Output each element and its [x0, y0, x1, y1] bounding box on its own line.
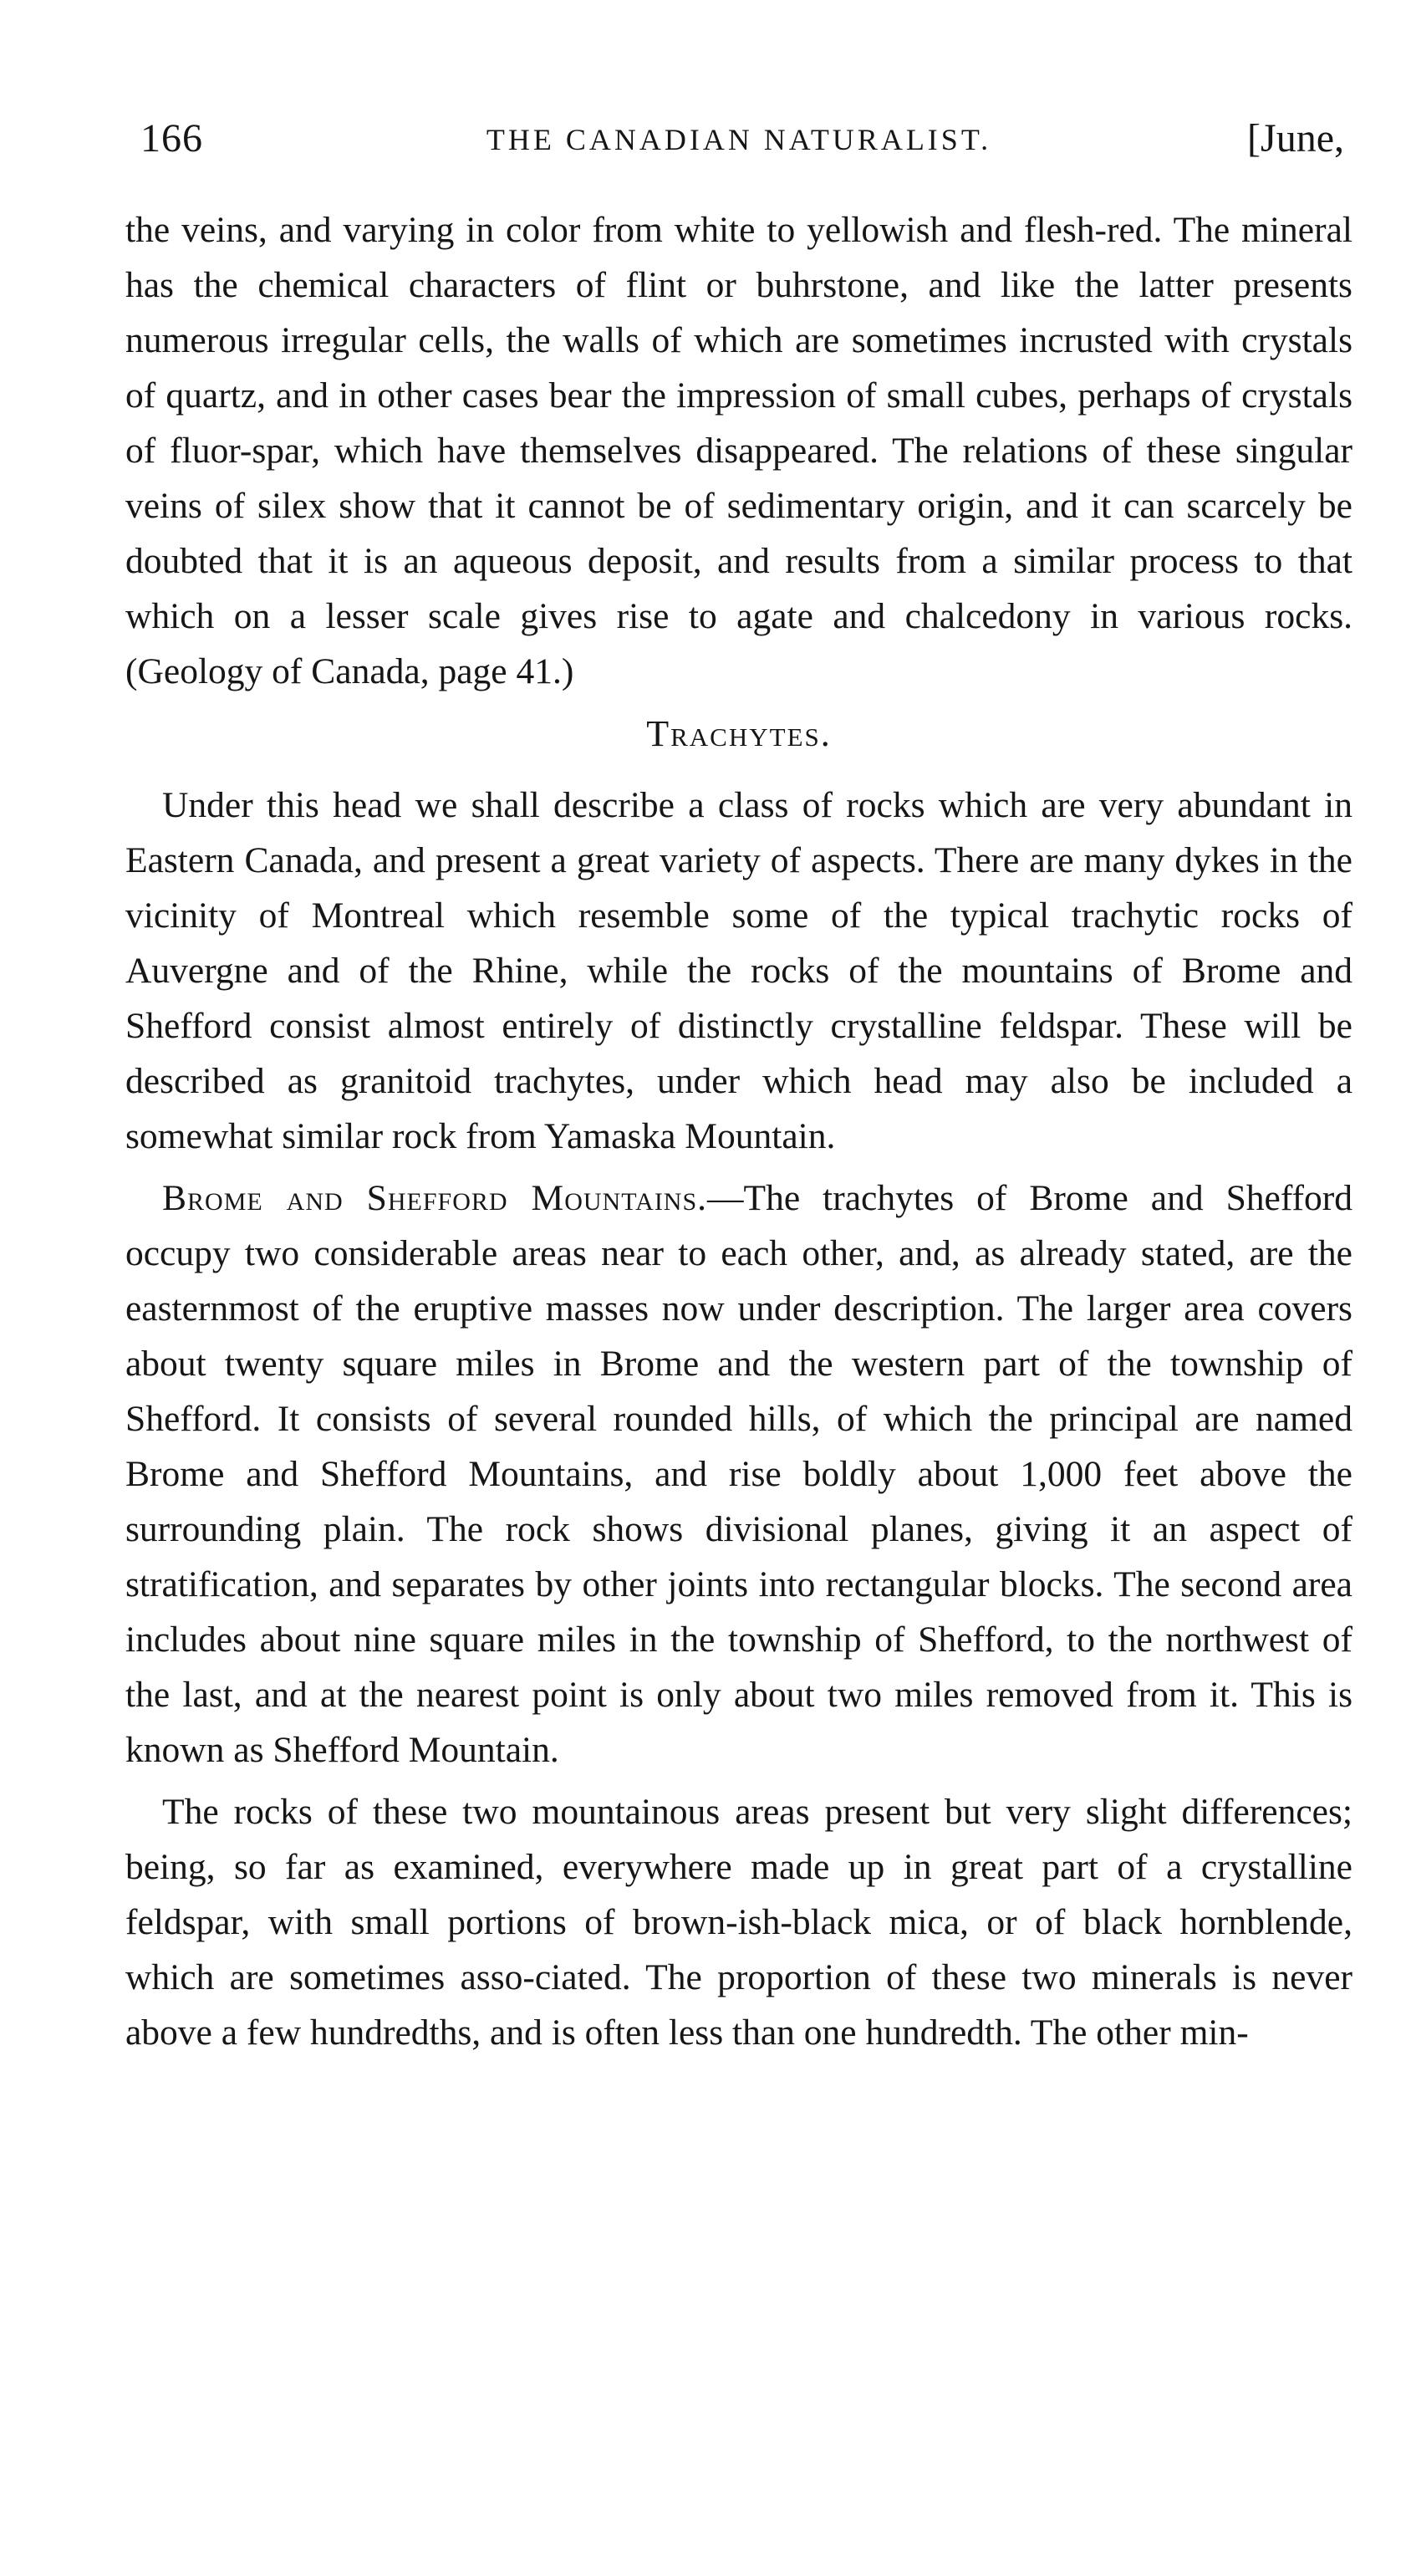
paragraph-brome-shefford: [125, 1171, 1352, 1778]
page-number: 166: [140, 116, 203, 161]
page: [125, 115, 1352, 2060]
issue-month: [June,: [1247, 116, 1344, 161]
paragraph-trachytes-intro: Under this head we shall describe a class of rocks which are very abundant in Eastern Canada, and present a great variety of aspects. There are many dykes in the vicinity of Montreal which resemble some of the typical trachytic rocks of Auvergne and of the Rhine, while the rocks of the mountains of Brome and Shefford consist almost entirely of distinctly crystalline feldspar. These will be described as granitoid trachytes, under which head may also be included a somewhat similar rock from Yamaska Mountain.: [125, 785, 1352, 1156]
paragraph-lead-in: Brome and Shefford Mountains.: [162, 1178, 708, 1218]
journal-title: THE CANADIAN NATURALIST.: [486, 123, 992, 156]
paragraph-continued: the veins, and varying in color from white to yellowish and flesh-red. The mineral has the chemical characters of flint or buhrstone, and like the latter presents numerous irregular cells, the walls of which are sometimes incrusted with crystals of quartz, and in other cases bear the impression of small cubes, perhaps of crystals of fluor-spar, which have themselves disappeared. The relations of these singular veins of silex show that it cannot be of sedimentary origin, and it can scarcely be doubted that it is an aqueous deposit, and results from a similar process to that which on a lesser scale gives rise to agate and chalcedony in various rocks. (Geology of Canada, page 41.): [125, 210, 1352, 691]
body-text: [125, 202, 1352, 2060]
paragraph-body: —The trachytes of Brome and Shefford occupy two considerable areas near to each other, and, as already stated, are the easternmost of the eruptive masses now under description. The larger area covers about twenty square miles in Brome and the western part of the township of Shefford. It consists of several rounded hills, of which the principal are named Brome and Shefford Mountains, and rise boldly about 1,000 feet above the surrounding plain. The rock shows divisional planes, giving it an aspect of stratification, and separates by other joints into rectangular blocks. The second area includes about nine square miles in the township of Shefford, to the northwest of the last, and at the nearest point is only about two miles removed from it. This is known as Shefford Mountain.: [125, 1178, 1352, 1770]
section-heading-trachytes: Trachytes.: [646, 713, 832, 754]
paragraph-rock-composition: The rocks of these two mountainous areas present but very slight differences; being, so far as examined, everywhere made up in great part of a crystalline feldspar, with small portions of brown-ish-black mica, or of black hornblende, which are sometimes asso-ciated. The proportion of these two minerals is never above a few hundredths, and is often less than one hundredth. The other min-: [125, 1792, 1352, 2053]
running-head: [125, 115, 1352, 174]
